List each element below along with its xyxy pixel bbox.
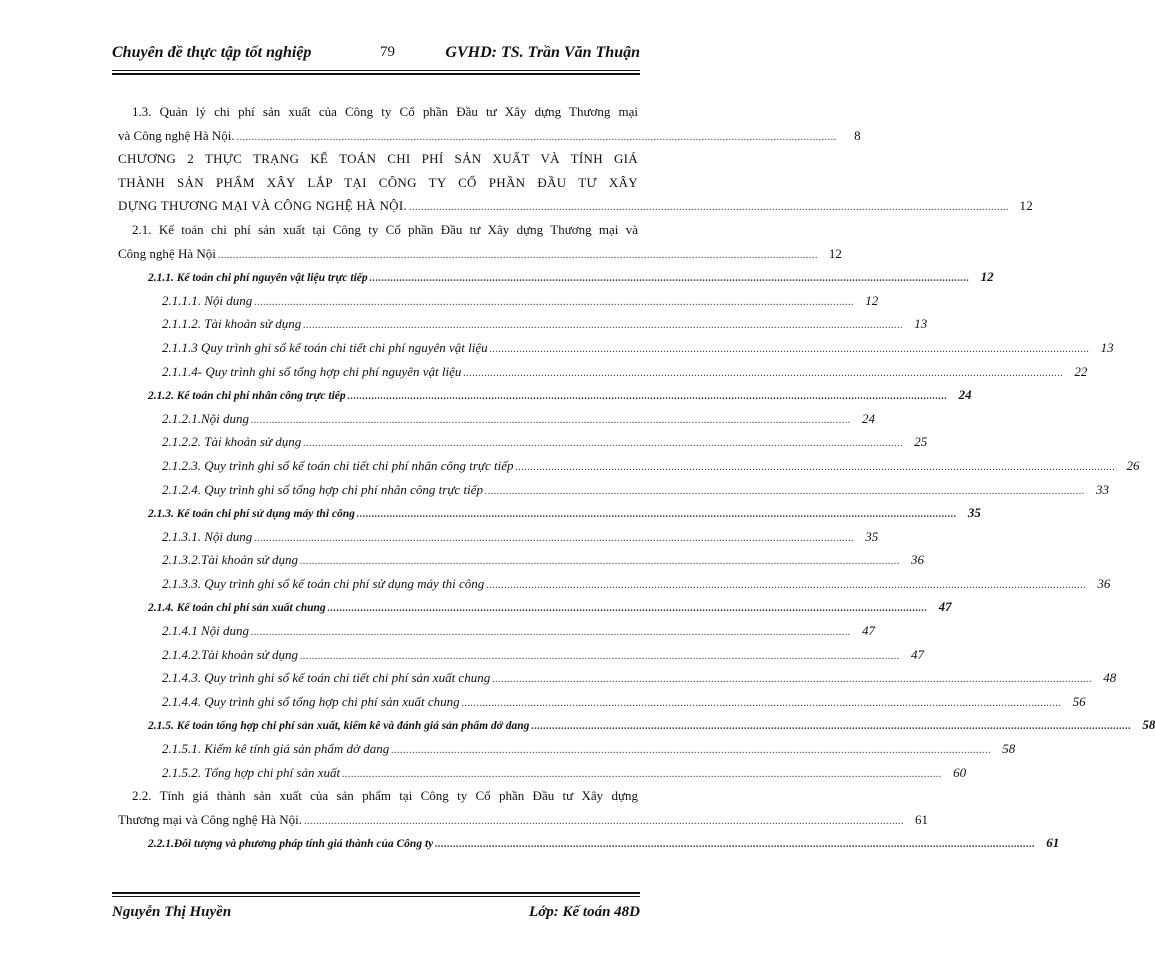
toc-entry bbox=[118, 713, 1155, 737]
toc-page-number: 36 bbox=[1097, 575, 1111, 591]
toc-entry-line bbox=[118, 147, 638, 171]
toc-entry-text: 2.1.4.1 Nội dung bbox=[162, 623, 250, 639]
footer-class: Lớp: Kế toán 48D bbox=[529, 904, 640, 920]
toc-page-number: 47 bbox=[938, 599, 952, 615]
toc-page-number: 12 bbox=[828, 245, 842, 261]
toc-entry-text: 2.1.1.2. Tài khoản sử dụng bbox=[162, 316, 302, 332]
toc-entry-text: 2.1.2. Kế toán chi phí nhân công trực tiếp bbox=[148, 390, 346, 403]
toc-entry-text: THÀNH SẢN PHẨM XÂY LẮP TẠI CÔNG TY CỔ PHẦN ĐẦU TƯ XÂY bbox=[118, 174, 638, 190]
toc-page-number: 56 bbox=[1072, 693, 1086, 709]
toc-entry bbox=[118, 312, 928, 336]
toc-entry bbox=[118, 501, 981, 525]
toc-dot-leader: ........................................................................................................................................................................................................ bbox=[303, 320, 904, 332]
toc-entry-text: 2.1.3.2.Tài khoản sử dụng bbox=[162, 552, 299, 568]
toc-entry bbox=[118, 666, 1117, 690]
toc-entry-text: 2.1.2.1.Nội dung bbox=[162, 410, 250, 426]
toc-dot-leader: ........................................................................................................................................................................................................ bbox=[484, 485, 1085, 497]
toc-dot-leader: ........................................................................................................................................................................................................ bbox=[486, 579, 1087, 591]
toc-entry-text: 2.1.4.2.Tài khoản sử dụng bbox=[162, 646, 299, 662]
toc-dot-leader: ........................................................................................................................................................................................................ bbox=[461, 697, 1062, 709]
toc-entry-text: CHƯƠNG 2 THỰC TRẠNG KẾ TOÁN CHI PHÍ SẢN XUẤT VÀ TÍNH GIÁ bbox=[118, 151, 638, 167]
toc-entry-text: 2.1.4. Kế toán chi phí sản xuất chung bbox=[148, 602, 326, 615]
toc-entry bbox=[118, 336, 1114, 360]
toc-entry bbox=[118, 643, 925, 667]
toc-entry bbox=[118, 360, 1088, 384]
toc-entry bbox=[118, 595, 952, 619]
header-page-number: 79 bbox=[380, 44, 395, 60]
toc-page-number: 61 bbox=[914, 811, 928, 827]
toc-page-number: 25 bbox=[914, 434, 928, 450]
toc-dot-leader: ........................................................................................................................................................................................................ bbox=[356, 509, 957, 521]
toc-page-number: 8 bbox=[854, 127, 861, 143]
toc-dot-leader: ........................................................................................................................................................................................................ bbox=[303, 438, 904, 450]
toc-page-number: 58 bbox=[1142, 717, 1155, 733]
header-title: Chuyên đề thực tập tốt nghiệp bbox=[112, 44, 312, 61]
toc-entry bbox=[118, 808, 928, 832]
toc-dot-leader: ........................................................................................................................................................................................................ bbox=[254, 296, 855, 308]
toc-dot-leader: ........................................................................................................................................................................................................ bbox=[369, 273, 970, 285]
toc-entry-text: 2.1.5. Kế toán tổng hợp chi phí sản xuất, kiểm kê và đánh giá sản phẩm dở dang bbox=[148, 720, 530, 733]
toc-entry-text: 2.1. Kế toán chi phí sản xuất tại Công ty Cổ phần Đầu tư Xây dựng Thương mại và bbox=[132, 221, 638, 237]
toc-page-number: 22 bbox=[1074, 363, 1088, 379]
toc-entry-text: 2.2.1.Đối tượng và phương pháp tính giá thành của Công ty bbox=[148, 838, 434, 851]
toc-dot-leader: ........................................................................................................................................................................................................ bbox=[409, 202, 1010, 214]
toc-entry bbox=[118, 690, 1086, 714]
toc-entry-text: 2.2. Tính giá thành sản xuất của sản phẩm tại Công ty Cổ phần Đầu tư Xây dựng bbox=[132, 788, 638, 804]
toc-page-number: 24 bbox=[862, 410, 876, 426]
page-header bbox=[112, 40, 640, 68]
toc-page-number: 13 bbox=[1100, 339, 1114, 355]
toc-entry bbox=[118, 430, 928, 454]
toc-entry-text: 1.3. Quản lý chi phí sản xuất của Công ty Cổ phần Đầu tư Xây dựng Thương mại bbox=[132, 104, 638, 119]
footer-rule bbox=[112, 896, 640, 897]
header-rule bbox=[112, 70, 640, 71]
toc-dot-leader: ........................................................................................................................................................................................................ bbox=[303, 815, 904, 827]
toc-page-number: 61 bbox=[1046, 835, 1060, 851]
toc-dot-leader: ........................................................................................................................................................................................................ bbox=[254, 532, 855, 544]
toc-dot-leader: ........................................................................................................................................................................................................ bbox=[463, 367, 1064, 379]
table-of-contents bbox=[118, 100, 1155, 855]
toc-entry-text: 2.1.2.3. Quy trình ghi sổ kế toán chi tiết chi phí nhân công trực tiếp bbox=[162, 457, 514, 473]
toc-dot-leader: ........................................................................................................................................................................................................ bbox=[236, 131, 837, 143]
toc-entry-text: 2.1.3. Kế toán chi phí sử dụng máy thi công bbox=[148, 508, 355, 521]
toc-entry bbox=[118, 124, 861, 148]
toc-dot-leader: ........................................................................................................................................................................................................ bbox=[300, 556, 901, 568]
toc-page-number: 26 bbox=[1126, 457, 1140, 473]
footer-author: Nguyễn Thị Huyền bbox=[112, 904, 232, 920]
toc-entry bbox=[118, 289, 879, 313]
toc-entry-text: DỰNG THƯƠNG MẠI VÀ CÔNG NGHỆ HÀ NỘI. bbox=[118, 198, 408, 214]
toc-entry bbox=[118, 761, 967, 785]
toc-entry-line bbox=[118, 784, 638, 808]
toc-dot-leader: ........................................................................................................................................................................................................ bbox=[347, 391, 948, 403]
toc-entry-text: 2.1.5.1. Kiểm kê tính giá sản phẩm dở dang bbox=[162, 741, 390, 757]
toc-dot-leader: ........................................................................................................................................................................................................ bbox=[342, 768, 943, 780]
toc-entry-line bbox=[118, 171, 638, 195]
toc-entry bbox=[118, 831, 1060, 855]
toc-entry-text: 2.1.3.3. Quy trình ghi sổ kế toán chi phí sử dụng máy thi công bbox=[162, 575, 485, 591]
toc-page-number: 58 bbox=[1002, 741, 1016, 757]
toc-entry bbox=[118, 548, 925, 572]
toc-entry bbox=[118, 572, 1111, 596]
toc-dot-leader: ........................................................................................................................................................................................................ bbox=[300, 650, 901, 662]
toc-entry bbox=[118, 194, 1034, 218]
toc-entry-text: 2.1.2.2. Tài khoản sử dụng bbox=[162, 434, 302, 450]
toc-entry-text: 2.1.2.4. Quy trình ghi sổ tổng hợp chi phí nhân công trực tiếp bbox=[162, 481, 483, 497]
toc-page-number: 35 bbox=[967, 505, 981, 521]
toc-dot-leader: ........................................................................................................................................................................................................ bbox=[515, 461, 1116, 473]
toc-entry-text: Công nghệ Hà Nội bbox=[118, 245, 216, 261]
toc-page-number: 33 bbox=[1095, 481, 1109, 497]
toc-entry-line bbox=[118, 218, 638, 242]
toc-entry bbox=[118, 242, 842, 266]
toc-dot-leader: ........................................................................................................................................................................................................ bbox=[251, 414, 852, 426]
toc-dot-leader: ........................................................................................................................................................................................................ bbox=[251, 627, 852, 639]
toc-entry bbox=[118, 619, 876, 643]
toc-entry bbox=[118, 383, 972, 407]
toc-entry-text: 2.1.1. Kế toán chi phí nguyên vật liệu trực tiếp bbox=[148, 272, 368, 285]
toc-entry-text: và Công nghệ Hà Nội. bbox=[118, 127, 235, 143]
toc-entry-text: 2.1.1.3 Quy trình ghi sổ kế toán chi tiết chi phí nguyên vật liệu bbox=[162, 339, 488, 355]
toc-entry-text: 2.1.4.4. Quy trình ghi sổ tổng hợp chi phí sản xuất chung bbox=[162, 693, 460, 709]
header-rule-thick bbox=[112, 73, 640, 75]
toc-entry bbox=[118, 407, 876, 431]
toc-dot-leader: ........................................................................................................................................................................................................ bbox=[531, 721, 1132, 733]
toc-dot-leader: ........................................................................................................................................................................................................ bbox=[391, 745, 992, 757]
toc-page-number: 48 bbox=[1103, 670, 1117, 686]
toc-page-number: 35 bbox=[865, 528, 879, 544]
toc-page-number: 24 bbox=[958, 387, 972, 403]
toc-entry-line bbox=[118, 100, 638, 124]
toc-page-number: 47 bbox=[862, 623, 876, 639]
toc-entry-text: 2.1.4.3. Quy trình ghi sổ kế toán chi tiết chi phí sản xuất chung bbox=[162, 670, 491, 686]
toc-dot-leader: ........................................................................................................................................................................................................ bbox=[492, 674, 1093, 686]
toc-entry-text: Thương mại và Công nghệ Hà Nội. bbox=[118, 811, 302, 827]
toc-entry bbox=[118, 737, 1016, 761]
header-advisor: GVHD: TS. Trần Văn Thuận bbox=[445, 44, 640, 61]
toc-page-number: 36 bbox=[911, 552, 925, 568]
toc-page-number: 47 bbox=[911, 646, 925, 662]
toc-entry-text: 2.1.3.1. Nội dung bbox=[162, 528, 253, 544]
toc-entry bbox=[118, 454, 1140, 478]
toc-page-number: 60 bbox=[953, 764, 967, 780]
toc-entry-text: 2.1.5.2. Tổng hợp chi phí sản xuất bbox=[162, 764, 341, 780]
toc-dot-leader: ........................................................................................................................................................................................................ bbox=[435, 839, 1036, 851]
toc-page-number: 12 bbox=[1019, 198, 1034, 214]
toc-entry-text: 2.1.1.1. Nội dung bbox=[162, 292, 253, 308]
toc-entry-text: 2.1.1.4- Quy trình ghi sổ tổng hợp chi phí nguyên vật liệu bbox=[162, 363, 462, 379]
page-footer bbox=[112, 898, 640, 922]
toc-dot-leader: ........................................................................................................................................................................................................ bbox=[489, 343, 1090, 355]
toc-entry bbox=[118, 478, 1109, 502]
toc-page-number: 12 bbox=[865, 292, 879, 308]
toc-dot-leader: ........................................................................................................................................................................................................ bbox=[217, 249, 818, 261]
toc-page-number: 12 bbox=[980, 269, 994, 285]
footer-rule-thick bbox=[112, 892, 640, 894]
toc-entry bbox=[118, 265, 994, 289]
toc-dot-leader: ........................................................................................................................................................................................................ bbox=[327, 603, 928, 615]
toc-page-number: 13 bbox=[914, 316, 928, 332]
toc-entry bbox=[118, 525, 879, 549]
